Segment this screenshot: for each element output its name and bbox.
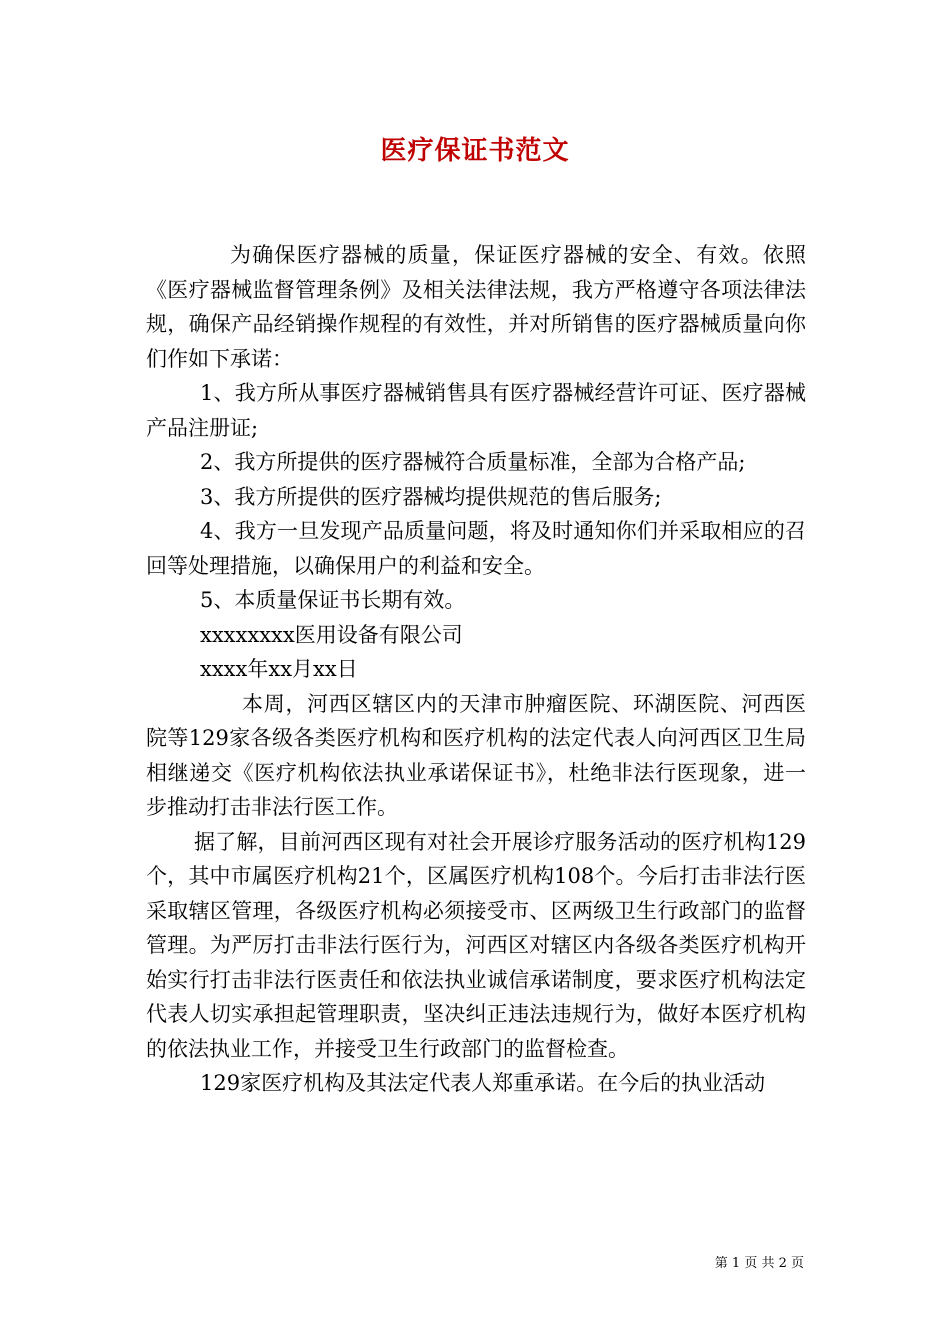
news-paragraph-1: 本周，河西区辖区内的天津市肿瘤医院、环湖医院、河西医院等129家各级各类医疗机构和医疗机构的法定代表人向河西区卫生局相继递交《医疗机构依法执业承诺保证书》，杜绝非法行医现象，进一步推动打击非法行医工作。	[146, 691, 806, 819]
news-paragraph-3: 129家医疗机构及其法定代表人郑重承诺。在今后的执业活动	[200, 1071, 766, 1095]
document-title: 医疗保证书范文	[380, 136, 570, 166]
intro-paragraph: 为确保医疗器械的质量，保证医疗器械的安全、有效。依照《医疗器械监督管理条例》及相关法律法规，我方严格遵守各项法律法规，确保产品经销操作规程的有效性，并对所销售的医疗器械质量向你们作如下承诺：	[146, 243, 806, 371]
commitment-item-3: 3、我方所提供的医疗器械均提供规范的售后服务;	[200, 484, 662, 509]
commitment-item-4: 4、我方一旦发现产品质量问题，将及时通知你们并采取相应的召回等处理措施，以确保用户的利益和安全。	[146, 519, 806, 578]
signature-date: xxxx年xx月xx日	[200, 657, 358, 681]
commitment-item-2: 2、我方所提供的医疗器械符合质量标准，全部为合格产品;	[200, 450, 746, 474]
company-signature: xxxxxxxx医用设备有限公司	[200, 622, 463, 647]
document-body	[146, 238, 806, 1101]
news-paragraph-2: 据了解，目前河西区现有对社会开展诊疗服务活动的医疗机构129个，其中市属医疗机构21个，区属医疗机构108个。今后打击非法行医采取辖区管理，各级医疗机构必须接受市、区两级卫生行政部门的监督管理。为严厉打击非法行医行为，河西区对辖区内各级各类医疗机构开始实行打击非法行医责任和依法执业诚信承诺制度，要求医疗机构法定代表人切实承担起管理职责，坚决纠正违法违规行为，做好本医疗机构的依法执业工作，并接受卫生行政部门的监督检查。	[146, 829, 806, 1061]
commitment-item-5: 5、本质量保证书长期有效。	[200, 588, 466, 612]
page-footer: 第 1 页 共 2 页	[714, 1256, 804, 1271]
commitment-item-1: 1、我方所从事医疗器械销售具有医疗器械经营许可证、医疗器械产品注册证;	[146, 381, 806, 440]
